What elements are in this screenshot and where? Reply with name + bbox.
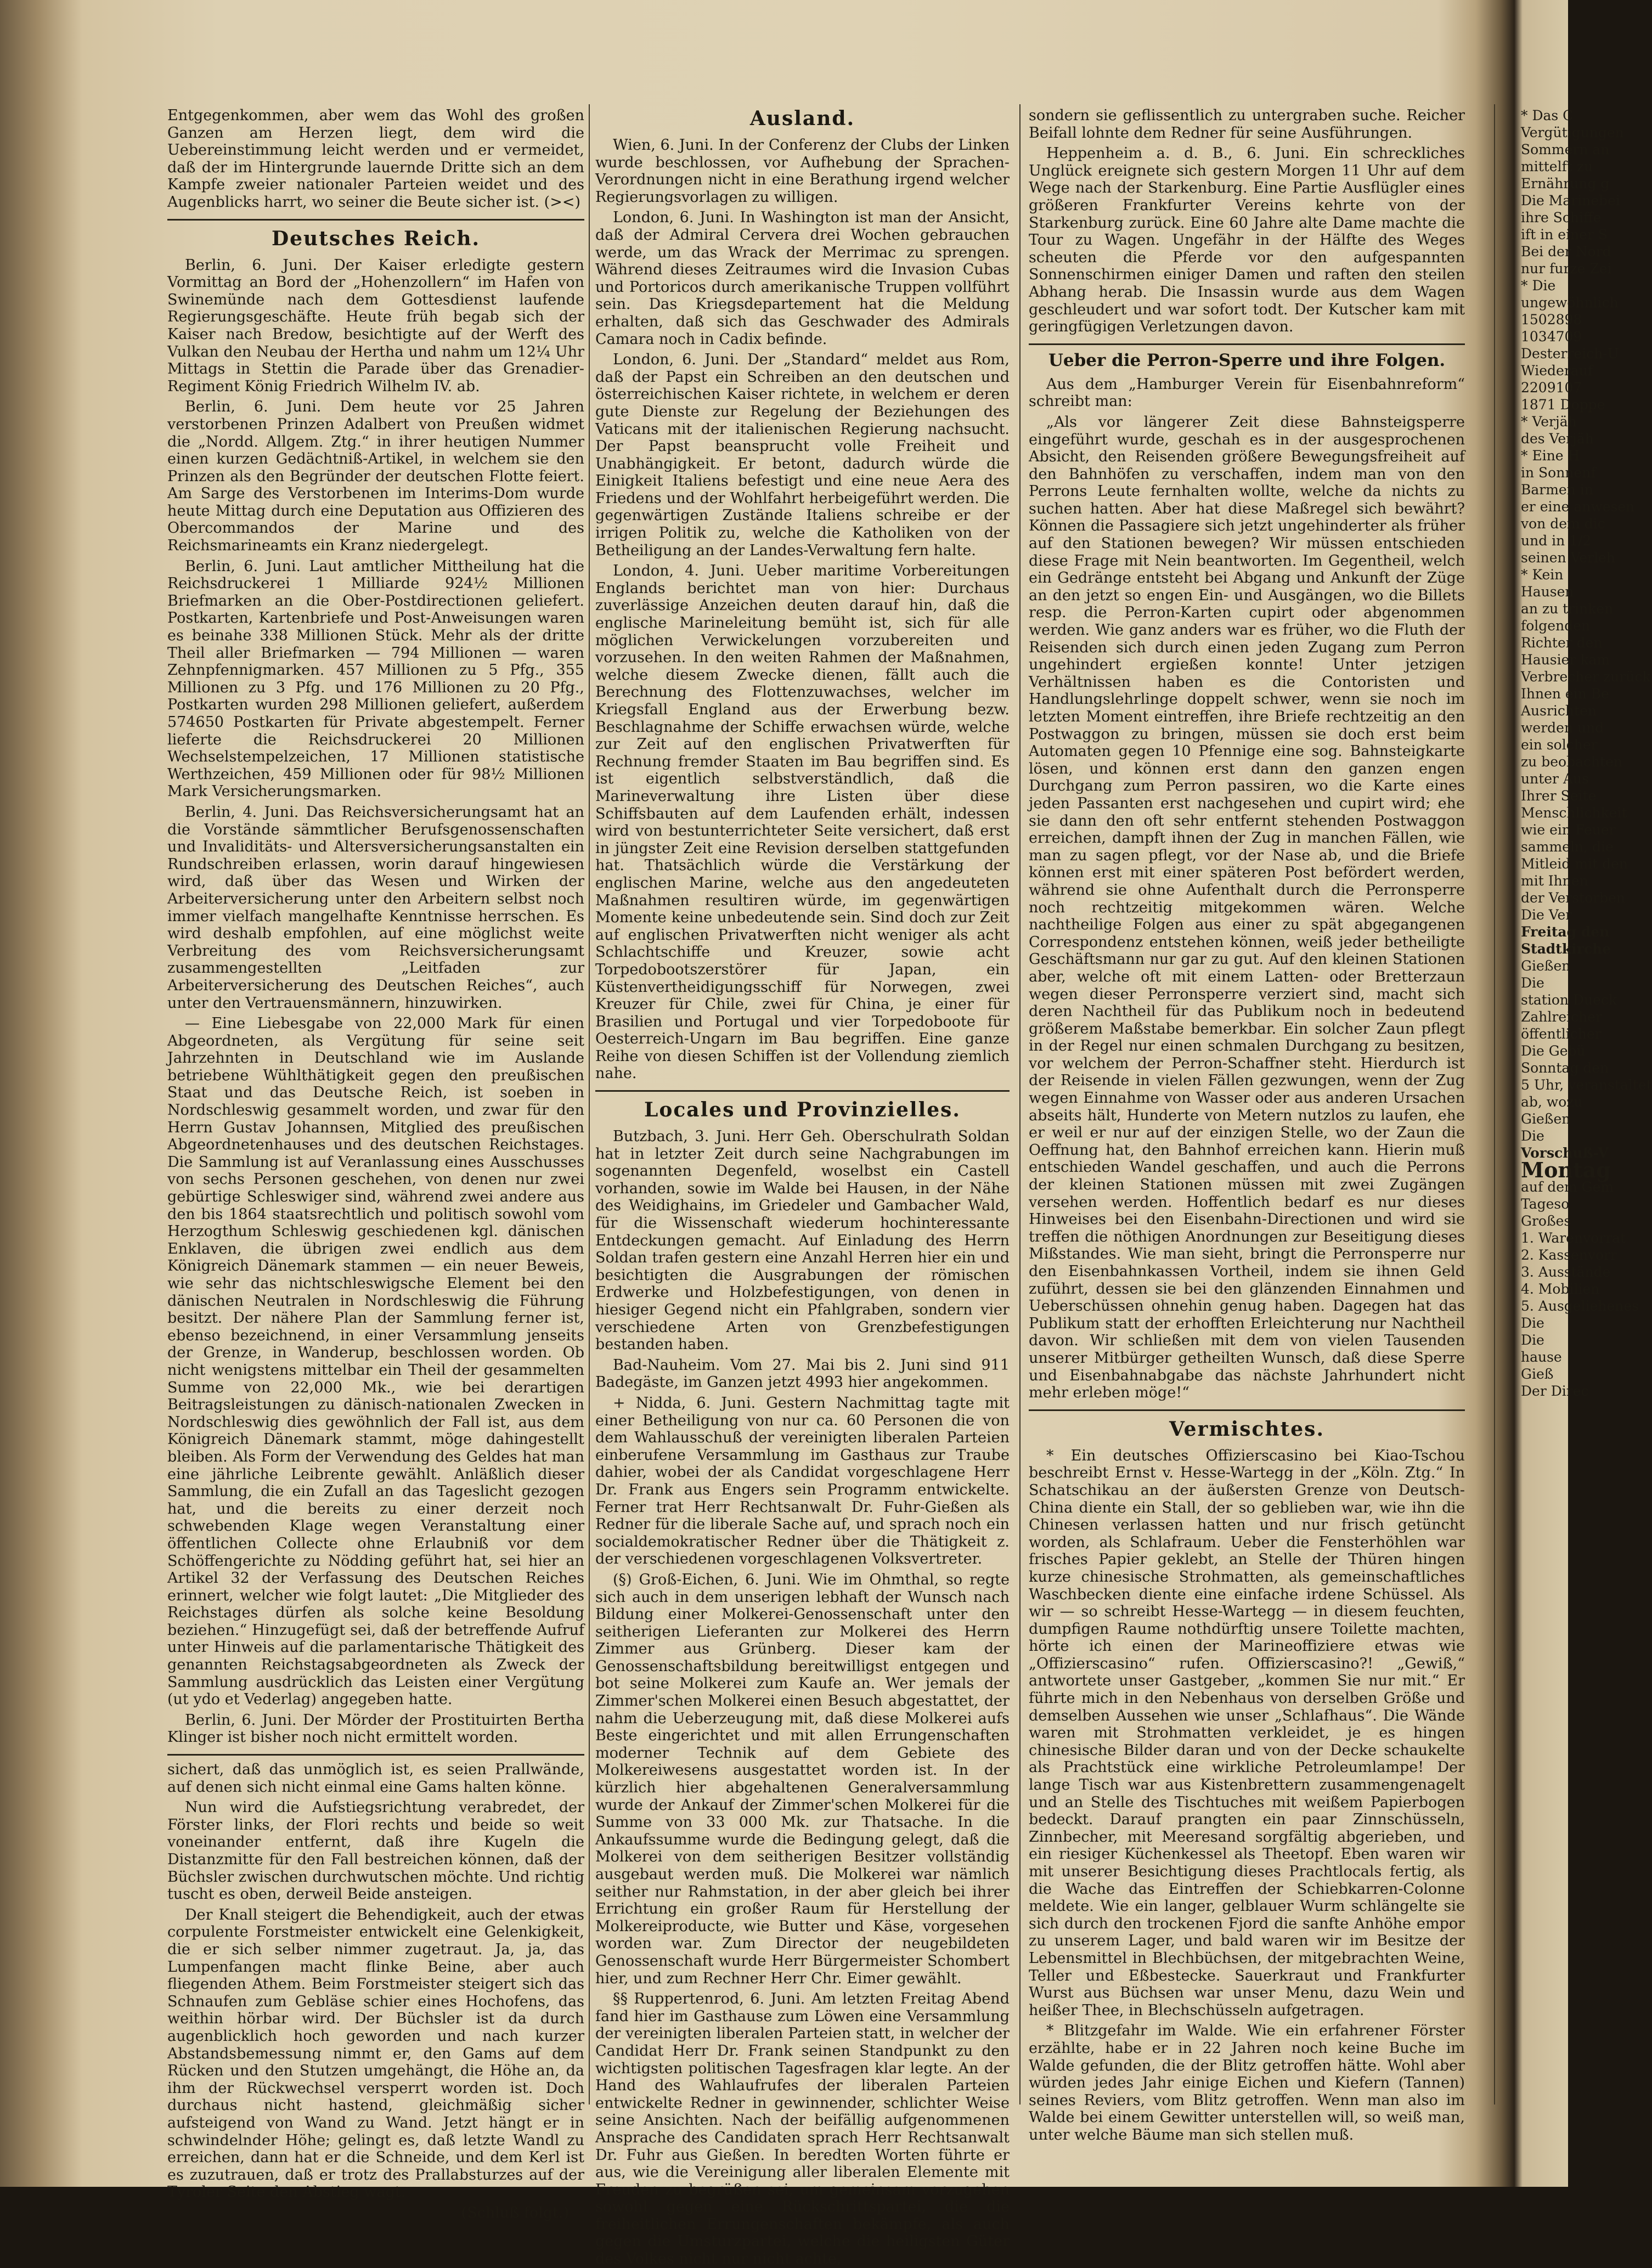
article-paragraph: + Nidda, 6. Juni. Gestern Nachmittag tagte mit einer Betheiligung von nur ca. 60 Personen die von dem Wahlausschuß der vereinigten liberalen Parteien einberufene Versammlung im Gasthaus zur Traube dahier, wobei der als Candidat vorgeschlagene Herr Dr. Frank aus Engers sein Programm entwickelte. Ferner trat Herr Rechtsanwalt Dr. Fuhr-Gießen als Redner für die liberale Sache auf, und sprach noch ein socialdemokratischer Redner über die Thätigkeit z. der verschiedenen vorgeschlagenen Volksvertreter. — [595, 1394, 1010, 1568]
article-paragraph: Wien, 6. Juni. In der Conferenz der Clubs der Linken wurde beschlossen, vor Aufhebung der Sprachen-Verordnungen nicht in eine Berathung irgend welcher Regierungsvorlagen zu willigen. — [595, 137, 1010, 206]
cutoff-fragment: Menschlichkeit — [1521, 805, 1627, 821]
cutoff-fragment: 1871 Doppe — [1521, 397, 1605, 413]
cutoff-fragments — [1503, 107, 1652, 1400]
cutoff-fragment: ift in einer S — [1521, 227, 1608, 242]
cutoff-fragment: Die — [1521, 1128, 1544, 1144]
cutoff-fragment: Sommern an — [1521, 142, 1610, 157]
cutoff-fragment: Sonntag den — [1521, 1060, 1609, 1076]
column-1 — [167, 107, 584, 2221]
cutoff-fragment: öffentlicher — [1521, 1026, 1602, 1042]
column-2 — [595, 107, 1010, 2268]
article-paragraph: London, 6. Juni. Der „Standard“ meldet aus Rom, daß der Papst ein Schreiben an den deutschen und österreichischen Kaiser richtete, in welchem er deren gute Dienste zur Regelung der Beziehungen des Vaticans mit der italienischen Regierung nachsucht. Der Papst beansprucht volle Freiheit und Unabhängigkeit. Er betont, dadurch würde die Einigkeit Italiens befestigt und eine neue Aera des Friedens und der Wohlfahrt herbeigeführt werden. Die gegenwärtigen Zustände Italiens schreibe er der irrigen Politik zu, welche die Katholiken von der Betheiligung an der Landes-Verwaltung fern halte. — [595, 351, 1010, 559]
column-divider — [1019, 104, 1020, 2105]
cutoff-fragment: werden und — [1521, 720, 1604, 736]
feuilleton-paragraph: Der Knall steigert die Behendigkeit, auch der etwas corpulente Forstmeister entwickelt eine Gelenkigkeit, die er sich selber nimmer zugetraut. Ja, ja, das Lumpenfangen macht flinke Beine, aber auch fliegenden Athem. Beim Forstmeister steigert sich das Schnaufen zum Gebläse schier eines Hochofens, das weithin hörbar wird. Der Büchsler ist da durch augenblicklich hoch geworden und nach kurzer Abstandsbemessung nimmt er, den Gams auf dem Rücken und den Stutzen umgehängt, die Höhe an, da ihm der Rückwechsel versperrt worden ist. Doch durchaus nicht hastend, gleichmäßig sicher aufsteigend von Wand zu Wand. Jetzt hängt er in schwindelnder Höhe; gelingt es, daß letzte Wandl zu erreichen, dann hat er die Schneide, und dem Kerl ist es zuzutrauen, daß er trotz des Prallabsturzes auf der Tyroler Seite den Abstieg wagt. — [167, 1906, 584, 2201]
cutoff-fragment: * Eine H — [1521, 448, 1580, 464]
cutoff-fragment: auf dem Gem — [1521, 1179, 1614, 1195]
cutoff-fragment: 1034709 — [1521, 329, 1582, 345]
cutoff-fragment: 3. Ausstände — [1521, 1264, 1611, 1280]
cutoff-fragment: Verbrecher zurück — [1521, 669, 1651, 685]
cutoff-fragment: von dem dic — [1521, 516, 1605, 532]
column-3 — [1029, 107, 1465, 2143]
cutoff-fragment: sammeln, die — [1521, 839, 1614, 855]
section-rule — [1029, 1409, 1465, 1411]
page-gutter-edge — [1494, 104, 1495, 2105]
cutoff-fragment: ein solcher — [1521, 737, 1598, 753]
cutoff-fragment: 2. Kassenvorr — [1521, 1247, 1617, 1263]
cutoff-fragment: Mitleid mit den — [1521, 856, 1628, 872]
lead-paragraph: Entgegenkommen, aber wem das Wohl des großen Ganzen am Herzen liegt, dem wird die Uebereinstimmung leicht werden und er vermeidet, daß der im Hintergrunde lauernde Dritte sich an dem Kampfe zweier nationaler Parteien weidet und des Augenblicks harrt, wo seiner die Beute sicher ist. (><) — [167, 107, 584, 211]
cutoff-fragment: Die Ver — [1521, 907, 1572, 923]
article-heading-perron-sperre: Ueber die Perron-Sperre und ihre Folgen. — [1048, 350, 1446, 370]
section-heading-vermischtes: Vermischtes. — [1169, 1417, 1324, 1441]
cutoff-fragment: * Verjäh — [1521, 414, 1577, 430]
article-paragraph: London, 6. Juni. In Washington ist man der Ansicht, daß der Admiral Cervera drei Wochen gebrauchen werde, um das Wrack der Merrimac zu sprengen. Während dieses Zeitraumes wird die Invasion Cubas und Portoricos durch amerikanische Truppen vollführt sein. Das Kriegsdepartement hat die Meldung erhalten, daß sich das Geschwader des Admirals Camara noch in Cadix befinde. — [595, 209, 1010, 348]
cutoff-fragment: Die — [1521, 975, 1544, 991]
cutoff-fragment: 2209107 — [1521, 380, 1582, 396]
cutoff-fragment: * Kein — [1521, 567, 1564, 583]
cutoff-fragment: der Verstorben — [1521, 890, 1625, 906]
cutoff-fragment: in Sonnenf — [1521, 465, 1596, 481]
cutoff-fragment: Zahlreicher — [1521, 1009, 1602, 1025]
article-paragraph: Bad-Nauheim. Vom 27. Mai bis 2. Juni sind 911 Badegäste, im Ganzen jetzt 4993 hier angekommen. — [595, 1356, 1010, 1391]
cutoff-fragment: wie ein Feuer — [1521, 822, 1616, 838]
section-rule — [167, 219, 584, 221]
cutoff-fragment: Richter den — [1521, 635, 1603, 651]
cutoff-fragment: Die — [1521, 1315, 1544, 1331]
cutoff-fragment: des Verjäh — [1521, 431, 1594, 447]
cutoff-fragment: Wiederauf — [1521, 363, 1593, 379]
continued-note: (Schluß folgt.) — [461, 2204, 569, 2221]
article-paragraph: Berlin, 6. Juni. Dem heute vor 25 Jahren verstorbenen Prinzen Adalbert von Preußen widmet die „Nordd. Allgem. Ztg.“ in ihrer heutigen Nummer einen kurzen Gedächtniß-Artikel, in welchem sie den Prinzen als den Begründer der deutschen Flotte feiert. Am Sarge des Verstorbenen im Interims-Dom wurde heute Mittag durch eine Deputation aus Offizieren des Obercommandos der Marine und des Reichsmarineamts ein Kranz niedergelegt. — [167, 398, 584, 555]
cutoff-fragment: Die Marinebei — [1521, 193, 1620, 208]
cutoff-fragment: folgenden — [1521, 618, 1591, 634]
article-paragraph: Berlin, 4. Juni. Das Reichsversicherungsamt hat an die Vorstände sämmtlicher Berufsgenossenschaften und Invaliditäts- und Altersversicherungsanstalten ein Rundschreiben erlassen, worin darauf hingewiesen wird, daß über das Wesen und Wirken der Arbeiterversicherung unter den Arbeitern selbst noch immer vielfach mangelhafte Kenntnisse herrschen. Es wird deshalb empfohlen, auf eine möglichst weite Verbreitung des vom Reichsversicherungsamt zusammengestellten „Leitfaden zur Arbeiterversicherung des Deutschen Reiches“, auch unter den Vertrauensmännern, hinzuwirken. — [167, 803, 584, 1012]
feuilleton-rule — [167, 1754, 584, 1756]
cutoff-fragment: 1502898 — [1521, 312, 1582, 328]
article-paragraph: Aus dem „Hamburger Verein für Eisenbahnreform“ schreibt man: — [1029, 375, 1465, 410]
cutoff-fragment: Gießen — [1521, 1111, 1571, 1127]
section-rule — [1029, 343, 1465, 345]
cutoff-fragment: Bei der Nord — [1521, 244, 1611, 259]
cutoff-fragment: * Die — [1521, 278, 1556, 294]
feuilleton-paragraph: Nun wird die Aufstiegsrichtung verabredet, der Förster links, der Flori rechts und beide so weit voneinander entfernt, daß ihre Kugeln die Distanzmitte für den Fall bestreichen können, daß der Büchsler zwischen durchwutschen möchte. Und richtig tuscht es oben, derweil Beide ansteigen. — [167, 1799, 584, 1903]
cutoff-fragment: ab, wozu — [1521, 1094, 1583, 1110]
cutoff-fragment: Ihrer Seite — [1521, 788, 1597, 804]
cutoff-fragment: Stadtkirche — [1521, 941, 1611, 957]
cutoff-fragment: Ihnen ein Be — [1521, 686, 1609, 702]
cutoff-fragment: ihre Schiffe — [1521, 210, 1602, 225]
article-paragraph: Heppenheim a. d. B., 6. Juni. Ein schreckliches Unglück ereignete sich gestern Morgen 11 Uhr auf dem Wege nach der Starkenburg. Eine Partie Ausflügler eines größeren Frankfurter Vereins kehrte von der Starkenburg zurück. Eine 60 Jahre alte Dame machte die Tour zu Wagen. Ungefähr in der Hälfte des Weges scheuten die Pferde vor den aufgespannten Sonnenschirmen einiger Damen und raften den steilen Abhang herab. Die Insassin wurde aus dem Wagen geschleudert und war sofort todt. Der Kutscher kam mit geringfügigen Verletzungen davon. — [1029, 145, 1465, 336]
column-4-cutoff — [1503, 107, 1652, 2105]
cutoff-fragment: Gieß — [1521, 1366, 1554, 1382]
article-paragraph: * Blitzgefahr im Walde. Wie ein erfahrener Förster erzählte, habe er in 22 Jahren noch keine Buche im Walde gefunden, die der Blitz getroffen hätte. Wohl aber würden jedes Jahr einige Eichen und Kiefern (Tannen) seines Reviers, vom Blitz getroffen. Wenn man also im Walde bei einem Gewitter unterstellen will, so weiß man, unter welche Bäume man sich stellen muß. — [1029, 2022, 1465, 2143]
cutoff-fragment: Hausen — [1521, 584, 1574, 600]
article-paragraph: Berlin, 6. Juni. Laut amtlicher Mittheilung hat die Reichsdruckerei 1 Milliarde 924½ Millionen Briefmarken an die Ober-Postdirectionen geliefert. Postkarten, Kartenbriefe und Post-Anweisungen waren es beinahe 338 Millionen Stück. Mehr als der dritte Theil aller Briefmarken — 794 Millionen — waren Zehnpfennigmarken. 457 Millionen zu 5 Pfg., 355 Millionen zu 3 Pfg. und 176 Millionen zu 20 Pfg., Postkarten wurden 298 Millionen geliefert, außerdem 574650 Postkarten für Private abgestempelt. Ferner lieferte die Reichsdruckerei 20 Millionen Wechselstempelzeichen, 17 Millionen statistische Werthzeichen, 459 Millionen oder für 98½ Millionen Mark Versicherungsmarken. — [167, 557, 584, 800]
cutoff-fragment: 4. Mobilien — [1521, 1281, 1600, 1297]
article-paragraph: Berlin, 6. Juni. Der Kaiser erledigte gestern Vormittag an Bord der „Hohenzollern“ im Hafen von Swinemünde nach dem Gottesdienst laufende Regierungsgeschäfte. Heute früh begab sich der Kaiser nach Bredow, besichtigte auf der Werft des Vulkan den Neubau der Hertha und nahm um 12¼ Uhr Mittags in Stettin die Parade über das Grenadier-Regiment König Friedrich Wilhelm IV. ab. — [167, 256, 584, 395]
cutoff-fragment: 5 Uhr, veranstaltet — [1521, 1077, 1652, 1093]
section-heading-deutsches-reich: Deutsches Reich. — [271, 227, 481, 250]
cutoff-fragment: mit Ihnen — [1521, 873, 1588, 889]
section-rule — [595, 1090, 1010, 1092]
article-paragraph: (§) Groß-Eichen, 6. Juni. Wie im Ohmthal, so regte sich auch in dem unserigen lebhaft der Wunsch nach Bildung einer Molkerei-Genossenschaft unter den seitherigen Lieferanten zur Molkerei des Herrn Zimmer aus Grünberg. Dieser kam der Genossenschaftsbildung bereitwilligst entgegen und bot seine Molkerei zum Kaufe an. Wer jemals der Zimmer'schen Molkerei einen Besuch abgestattet, der nahm die Ueberzeugung mit, daß diese Molkerei aufs Beste eingerichtet und mit allen Errungenschaften moderner Technik auf dem Gebiete des Molkereiwesens ausgestattet worden ist. In der kürzlich hier abgehaltenen Generalversammlung wurde der Ankauf der Zimmer'schen Molkerei für die Summe von 33 000 Mk. zur Thatsache. In die Ankaufssumme wurde die Bedingung gelegt, daß die Molkerei von dem seitherigen Besitzer vollständig ausgebaut werden muß. Die Molkerei war nämlich seither nur Rahmstation, in der aber gleich bei ihrer Errichtung ein großer Raum für Herstellung der Molkereiproducte, wie Butter und Käse, vorgesehen worden war. Zum Director der neugebildeten Genossenschaft wurde Herr Bürgermeister Schombert hier, und zum Rechner Herr Chr. Eimer gewählt. — [595, 1571, 1010, 1987]
cutoff-fragment: seinen Verleh — [1521, 550, 1615, 566]
cutoff-fragment: Ausrichten — [1521, 703, 1597, 719]
article-paragraph: — Eine Liebesgabe von 22,000 Mark für einen Abgeordneten, als Vergütung für seine seit Jahrzehnten in Deutschland wie im Auslande betriebene Wühlthätigkeit gegen den preußischen Staat und das Deutsche Reich, ist soeben in Nordschleswig gesammelt worden, und zwar für den Herrn Gustav Johannsen, Mitglied des preußischen Abgeordnetenhauses und des deutschen Reichstages. Die Sammlung ist auf Veranlassung eines Ausschusses von sechs Personen geschehen, von denen nur zwei gebürtige Schleswiger sind, während zwei andere aus den bis 1864 staatsrechtlich und politisch sowohl vom Herzogthum Schleswig geschiedenen kgl. dänischen Enklaven, die übrigen zwei endlich aus dem Königreich Dänemark stammen — ein neuer Beweis, wie sehr das nichtschleswigsche Element bei den dänischen Neutralen in Nordschleswig die Führung besitzt. Der nähere Plan der Sammlung ferner ist, ebenso bezeichnend, in einer Versammlung jenseits der Grenze, in Wanderup, beschlossen worden. Ob nicht wenigstens mittelbar ein Theil der gesammelten Summe von 22,000 Mk., wie bei derartigen Beitragsleistungen zu dänisch-nationalen Zwecken in Nordschleswig dies gewöhnlich der Fall ist, aus dem Königreich Dänemark stammt, möge dahingestellt bleiben. Als Form der Verwendung des Geldes hat man eine jährliche Leibrente gewählt. Anläßlich dieser Sammlung, die ein Zufall an das Tageslicht gezogen hat, und die bereits zu einer derzeit noch schwebenden Klage wegen Veranstaltung einer öffentlichen Collecte ohne Erlaubniß vor dem Schöffengerichte zu Nödding geführt hat, sei hier an Artikel 32 der Verfassung des Deutschen Reiches erinnert, welcher wie folgt lautet: „Die Mitglieder des Reichstages dürfen als solche keine Besoldung beziehen.“ Hinzugefügt sei, daß der betreffende Aufruf unter Hinweis auf die parlamentarische Thätigkeit des genannten Reichstagsabgeordneten als Zweck der Sammlung ausdrücklich das Leisten einer Vergütung (ut ydo et Vederlag) angegeben hatte. — [167, 1015, 584, 1708]
cutoff-fragment: zu beobachten — [1521, 754, 1623, 770]
cutoff-fragment: Vorschuß-V — [1521, 1145, 1609, 1161]
cutoff-fragment: 5. Ausgeliehenes — [1521, 1298, 1639, 1314]
cutoff-fragment: Großes — [1521, 1213, 1571, 1229]
cutoff-fragment: Vergütigungen — [1521, 125, 1624, 140]
cutoff-fragment: Der Direc — [1521, 1383, 1589, 1399]
article-paragraph: Butzbach, 3. Juni. Herr Geh. Oberschulrath Soldan hat in letzter Zeit durch seine Nachgrabungen im sogenannten Degenfeld, woselbst ein Castell vorhanden, sowie im Walde bei Hausen, in der Nähe des Weidighains, im Griedeler und Gambacher Wald, für die Wissenschaft wiederum hochinteressante Entdeckungen gemacht. Auf Einladung des Herrn Soldan trafen gestern eine Anzahl Herren hier ein und besichtigten die Ausgrabungen der römischen Erdwerke und Holzbefestigungen, von denen in hiesiger Gegend nicht ein Pfahlgraben, sondern vier verschiedene Arten von Grenzbefestigungen bestanden haben. — [595, 1128, 1010, 1353]
cutoff-fragment: Barmen in — [1521, 482, 1593, 498]
cutoff-fragment: mittelft zu — [1521, 159, 1593, 174]
cutoff-fragment: unter Aus — [1521, 771, 1589, 787]
cutoff-fragment: * Das C — [1521, 108, 1574, 123]
article-paragraph: „Als vor längerer Zeit diese Bahnsteigsperre eingeführt wurde, geschah es in der ausgesprochenen Absicht, den Reisenden größere Bewegungsfreiheit auf den Bahnhöfen zu verschaffen, indem man von den Perrons Leute fernhalten wollte, welche da nichts zu suchen hatten. Aber hat diese Maßregel sich bewährt? Können die Passagiere sich jetzt ungehinderter als früher auf den Stationen bewegen? Wir müssen entschieden diese Frage mit Nein beantworten. Im Gegentheil, welch ein Gedränge entsteht bei Abgang und Ankunft der Züge an den jetzt so engen Ein- und Ausgängen, wo die Billets resp. die Perron-Karten cupirt oder abgenommen werden. Wie ganz anders war es früher, wo die Fluth der Reisenden sich durch einen jeden Zugang zum Perron ungehindert ergießen konnte! Unter jetzigen Verhältnissen haben es die Contoristen und Handlungslehrlinge doppelt schwer, wenn sie noch im letzten Moment eintreffen, ihre Briefe rechtzeitig an den Postwaggon zu bringen, müssen sie doch erst beim Automaten gegen 10 Pfennige eine sog. Bahnsteigkarte lösen, und können erst dann den ganzen engen Durchgang zum Perron passiren, wo die Karte eines jeden Passanten erst nachgesehen und cupirt wird; ehe sie dann den oft sehr entfernt stehenden Postwaggon erreichen, dampft ihnen der Zug in manchen Fällen, wie man zu sagen pflegt, vor der Nase ab, und die Briefe können erst mit einer späteren Post befördert werden, während sie ohne Aufenthalt durch die Perronsperre noch rechtzeitig mitgekommen wären. Welche nachtheilige Folgen aus einer zu spät abgegangenen Correspondenz entstehen können, weiß jeder betheiligte Geschäftsmann nur gar zu gut. Auf den kleinen Stationen aber, welche oft mit einem Latten- oder Bretterzaun wegen dieser Perronsperre verziert sind, macht sich deren Nachtheil für das Publikum noch in bedeutend größerem Maßstabe bemerkbar. Ein solcher Zaun pflegt in der Regel nur einen schmalen Durchgang zu besitzen, vor welchem der Perron-Schaffner steht. Hierdurch ist der Reisende in vielen Fällen gezwungen, wenn der Zug wegen Einnahme von Wasser oder aus anderen Ursachen abseits hält, Hunderte von Metern nutzlos zu laufen, ehe er weil er nur auf der einzigen Stelle, wo der Zaun die Oeffnung hat, den Bahnhof erreichen kann. Hierin muß entschieden Wandel geschaffen, und auch die Perrons der kleinen Stationen müssen mit zwei Zugängen versehen werden. Hoffentlich bedarf es nur dieses Hinweises bei den Eisenbahn-Directionen und wird sie treffen die nöthigen Anordnungen zur Beseitigung dieses Mißstandes. Wie man sieht, bringt die Perronsperre nur den Eisenbahnkassen Vortheil, indem sie ihnen Geld zuführt, dessen sie bei den glänzenden Einnahmen und Ueberschüssen ohnehin genug haben. Dagegen hat das Publikum statt der erhofften Erleichterung nur Nachtheil davon. Wir schließen mit dem von vielen Tausenden unserer Mitbürger getheilten Wunsch, daß diese Sperre und Eisenbahnabgabe das nächste Jahrhundert nicht mehr erleben möge!“ — [1029, 413, 1465, 1402]
cutoff-fragment: station Dueck — [1521, 992, 1617, 1008]
article-paragraph: sondern sie geflissentlich zu untergraben suche. Reicher Beifall lohnte dem Redner für seine Ausführungen. — [1029, 107, 1465, 142]
feuilleton-paragraph: sichert, daß das unmöglich ist, es seien Prallwände, auf denen sich nicht einmal eine Gams halten könne. — [167, 1761, 584, 1796]
cutoff-fragment: nur furze Zei — [1521, 261, 1612, 277]
article-paragraph: Berlin, 6. Juni. Der Mörder der Prostituirten Bertha Klinger ist bisher noch nicht ermittelt worden. — [167, 1711, 584, 1746]
cutoff-fragment: an zu trinken — [1521, 601, 1614, 617]
cutoff-fragment: er eine anwesen — [1521, 499, 1635, 515]
cutoff-fragment: Freitag den — [1521, 924, 1610, 940]
cutoff-fragment: Ernährung g — [1521, 176, 1610, 191]
cutoff-fragment: Montag — [1521, 1158, 1611, 1182]
cutoff-fragment: Die — [1521, 1332, 1544, 1348]
cutoff-fragment: und in 1/2 — [1521, 533, 1592, 549]
cutoff-fragment: ungewöhnlich — [1521, 295, 1619, 311]
article-paragraph: §§ Ruppertenrod, 6. Juni. Am letzten Freitag Abend fand hier im Gasthause zum Löwen eine Versammlung der vereinigten liberalen Parteien statt, in welcher der Candidat Herr Dr. Frank seinen Standpunkt zu den wichtigsten politischen Tagesfragen klar legte. An der Hand des Wahlaufrufes der liberalen Parteien entwickelte Redner in gewinnender, schlichter Weise seine Ansichten. Nach der beifällig aufgenommenen Ansprache des Candidaten sprach Herr Rechtsanwalt Dr. Fuhr aus Gießen. In beredten Worten führte er aus, wie die Vereinigung aller liberalen Elemente mit Freuden zu begrüßen sei, um gemeinsam vorzugehen sowohl gegen eine Rückschrittspartei, die die freiheitlichen Errungenschaften bekämpfe, als auch gegen die Umsturzpartei, welche die heiligsten Güter des Volkes nicht nur nicht achte, — [595, 1990, 1010, 2268]
section-heading-ausland: Ausland. — [749, 107, 855, 130]
article-paragraph: London, 4. Juni. Ueber maritime Vorbereitungen Englands berichtet man von hier: Durchaus zuverlässige Anzeichen deuten darauf hin, daß die englische Marineleitung bemüht ist, sich für alle möglichen Verwickelungen vorzubereiten und vorzusehen. In den weiten Rahmen der Maßnahmen, welche diesem Zwecke dienen, fällt auch die Berechnung des Flottenzuwachses, welcher im Kriegsfall England aus der Erwerbung bezw. Beschlagnahme der Schiffe erwachsen würde, welche zur Zeit auf den englischen Privatwerften für Rechnung fremder Staaten im Bau begriffen sind. Es ist eigentlich selbstverständlich, daß die Marineverwaltung ihre Listen über diese Schiffsbauten auf dem Laufenden erhält, indessen wird von bestunterrichteter Seite versichert, daß erst in jüngster Zeit eine Revision derselben stattgefunden hat. Thatsächlich würde die Verstärkung der englischen Marine, welche aus den angedeuteten Maßnahmen resultiren würde, im gegenwärtigen Momente keine unbedeutende sein. Sind doch zur Zeit auf englischen Privatwerften nicht weniger als acht Schlachtschiffe und Kreuzer, sowie acht Torpedobootszerstörer für Japan, ein Küstenvertheidigungsschiff für Norwegen, zwei Kreuzer für Chile, zwei für China, je einer für Brasilien und Portugal und vier Torpedoboote für Oesterreich-Ungarn im Bau begriffen. Eine ganze Reihe von diesen Schiffen ist der Vollendung ziemlich nahe. — [595, 562, 1010, 1082]
cutoff-fragment: Die Gebü — [1521, 1043, 1586, 1059]
cutoff-fragment: Hausier kam — [1521, 652, 1610, 668]
cutoff-fragment: Tageso — [1521, 1196, 1570, 1212]
cutoff-fragment: 1. Warenvorrat — [1521, 1230, 1626, 1246]
section-heading-locales: Locales und Provinzielles. — [644, 1098, 961, 1122]
cutoff-fragment: Gießen — [1521, 958, 1571, 974]
column-divider — [589, 104, 590, 2105]
cutoff-fragment: Desterreich-U — [1521, 346, 1619, 362]
cutoff-fragment: hause — [1521, 1349, 1562, 1365]
article-paragraph: * Ein deutsches Offizierscasino bei Kiao-Tschou beschreibt Ernst v. Hesse-Wartegg in der „Köln. Ztg.“ In Schatschikau an der äußersten Grenze von Deutsch-China diente ein Stall, der so geblieben war, wie ihn die Chinesen verlassen hatten und nur frisch getüncht worden, als Schlafraum. Ueber die Fensterhöhlen war frisches Papier geklebt, an Stelle der Thüren hingen kurze chinesische Strohmatten, als gemeinschaftliches Waschbecken diente eine einfache irdene Schüssel. Als wir — so schreibt Hesse-Wartegg — in diesem feuchten, dumpfigen Raume nothdürftig unsere Toilette machten, hörte ich einen der Marineoffiziere etwas wie „Offizierscasino“ rufen. Offizierscasino?! „Gewiß,“ antwortete unser Gastgeber, „kommen Sie nur mit.“ Er führte mich in den Nebenhaus von derselben Größe und demselben Aussehen wie unser „Schlafhaus“. Die Wände waren mit Strohmatten verkleidet, je es hingen chinesische Bilder daran und von der Decke schaukelte als Prachtstück eine wirkliche Petroleumlampe! Der lange Tisch war aus Kistenbrettern zusammengenagelt und an Stelle des Tischtuches mit weißem Papierbogen bedeckt. Darauf prangten ein paar Zinnschüsseln, Zinnbecher, mit Meeresand sorgfältig abgerieben, und ein riesiger Küchenkessel als Theetopf. Eben waren wir mit unserer Besichtigung dieses Prachtlocals fertig, als die Wache das Eintreffen der Schiebkarren-Colonne meldete. Wie ein langer, gelblauer Wurm schlängelte sie sich durch den trockenen Fjord die sanfte Anhöhe empor zu unserem Lager, und bald waren wir im Besitze der Lebensmittel in Blechbüchsen, der mitgebrachten Weine, Teller und Eßbestecke. Sauerkraut und Frankfurter Wurst aus Büchsen war unser Menu, dazu Wein und heißer Thee, in Blechschüsseln aufgetragen. — [1029, 1447, 1465, 2019]
